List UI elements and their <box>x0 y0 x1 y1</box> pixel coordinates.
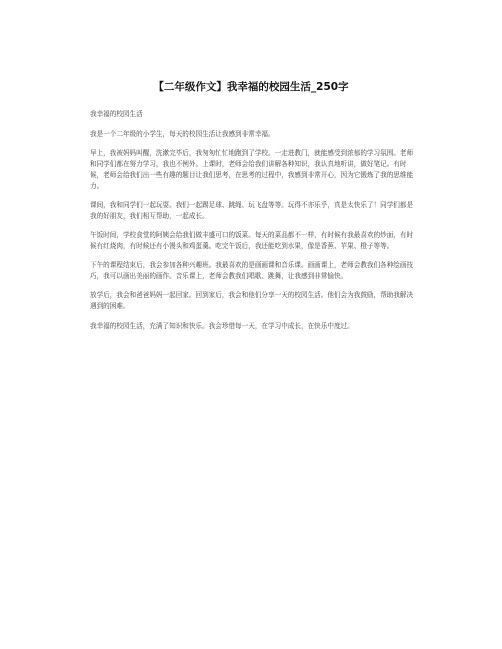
paragraph-after-school: 放学后，我会和爸爸妈妈一起回家。回到家后，我会和他们分享一天的校园生活。他们会为我鼓励，帮助我解决遇到的困难。 <box>90 291 414 311</box>
paragraph-afternoon: 下午的课程结束后，我会参加各种兴趣班。我最喜欢的是画画课和音乐课。画画课上，老师会教我们各种绘画技巧，我可以画出美丽的画作。音乐课上，老师会教我们唱歌、跳舞，让我感到非常愉快。 <box>90 261 414 281</box>
paragraph-intro: 我是一个二年级的小学生，每天的校园生活让我感到非常幸福。 <box>90 129 275 138</box>
document-title: 【二年级作文】我幸福的校园生活_250字 <box>153 81 349 93</box>
document-body <box>90 109 415 340</box>
paragraph-recess: 课间，我和同学们一起玩耍。我们一起踢足球、跳绳、玩飞盘等等。玩得不亦乐乎，真是太快乐了！同学们都是我的好朋友，我们相互帮助，一起成长。 <box>90 200 414 220</box>
paragraph-subtitle: 我幸福的校园生活 <box>90 110 143 118</box>
paragraph-conclusion: 我幸福的校园生活，充满了知识和快乐。我会珍惜每一天，在学习中成长，在快乐中度过。 <box>90 321 354 330</box>
paragraph-morning: 早上，我被妈妈叫醒，洗漱完毕后，我匆匆忙忙地跑到了学校。一走进教门，就能感受到浓郁的学习氛围。老师和同学们都在努力学习，我也不例外。上课时，老师会给我们讲解各种知识，我认真地听讲，做好笔记。有时候，老师会给我们出一些有趣的题目让我们思考，在思考的过程中，我感到非常开心，因为它锻炼了我的思维能力。 <box>90 148 414 190</box>
paragraph-lunch: 午饭时间，学校食堂的阿姨会给我们做丰盛可口的饭菜。每天的菜品都不一样，有时候有我最喜欢的炒面，有时候有红烧肉，有时候还有小馒头和鸡蛋羹。吃完午饭后，我还能吃到水果，像是香蕉、苹果、橙子等等。 <box>90 231 414 251</box>
